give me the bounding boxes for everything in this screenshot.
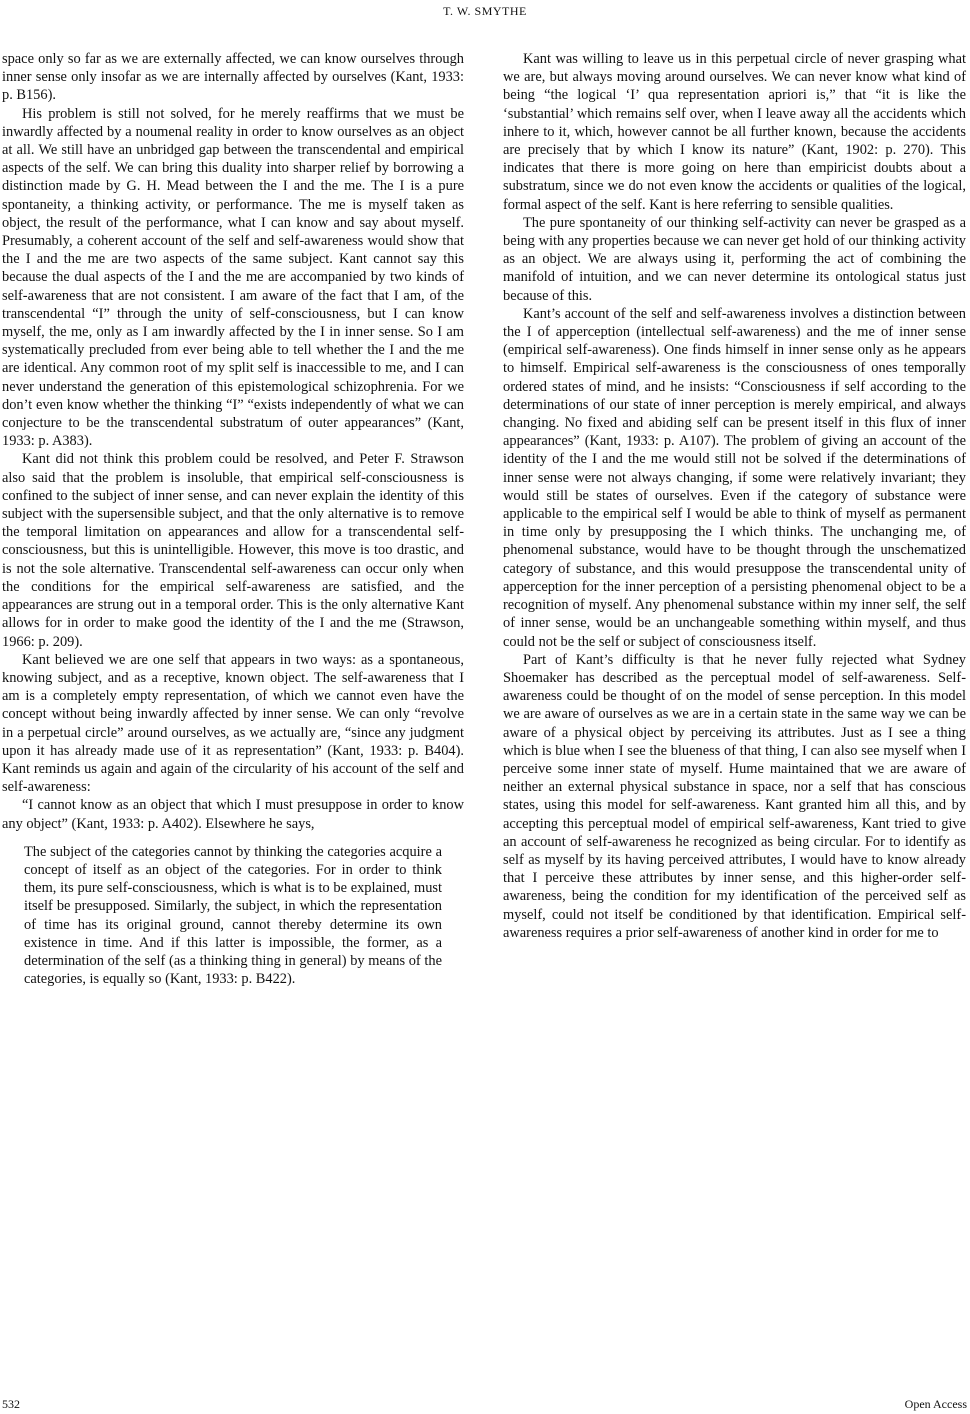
left-column [2,50,464,988]
block-quotation [24,843,442,989]
right-column [503,50,966,942]
paragraph: Kant did not think this problem could be resolved, and Peter F. Strawson also said that the problem is insoluble, that empirical self-consciousness is confined to the subject of inner sense, and can never explain the identity of this subject with the supersensible subject, and that the only alternative is to remove the temporal limitation on appearances and allow for a transcendental self-consciousness, but this is unintelligible. However, this move is too drastic, and is not the sole alternative. Transcendental self-awareness can occur only when the conditions for the empirical self-awareness are satisfied, and the appearances are strung out in a temporal order. This is the only alternative Kant allows for in order to make good the identity of the I and the me (Strawson, 1966: p. 209). [2,451,464,650]
page-number: 532 [2,1397,20,1411]
paragraph: “I cannot know as an object that which I must presuppose in order to know any object” (Kant, 1933: p. A402). Elsewhere he says, [2,797,464,832]
paragraph: The pure spontaneity of our thinking self-activity can never be grasped as a being with any properties because we can never get hold of our thinking activity as an object. We are always using it, performing the act of combining the manifold of intuition, and we can never determine its ontological status just because of this. [503,214,966,304]
running-header: T. W. SMYTHE [443,4,527,18]
paragraph: Kant’s account of the self and self-awareness involves a distinction between the I of apperception (intellectual self-awareness) and the me of inner sense (empirical self-awareness). One finds himself in inner sense only as he appears to himself. Empirical self-awareness is the consciousness of ones temporally ordered states of mind, and he insists: “Consciousness if self according to the determinations of our state of inner perception is merely empirical, and always changing. No fixed and abiding self can be present itself in this flux of inner appearances” (Kant, 1933: p. A107). The problem of giving an account of the identity of the I and the me would still not be solved if the determinations of inner sense were not always changing, if some were relatively invariant; they would still be states of ourselves. Even if the category of substance were applicable to the empirical self I would be able to think of myself as permanent in time only by presupposing the I which thinks. The unchanging me, of phenomenal substance, would have to be thought through the unschematized category of substance, and this would presuppose the transcendental unity of apperception for the inner perception of a persisting phenomenal object to be a recognition of myself. Any phenomenal substance within my inner self, the self of inner sense, would be an unchangeable something within myself, and thus could not be the self or subject of consciousness itself. [503,305,966,650]
paragraph: space only so far as we are externally affected, we can know ourselves through inner sense only insofar as we are internally affected by ourselves (Kant, 1933: p. B156). [2,51,464,104]
paragraph: Kant was willing to leave us in this perpetual circle of never grasping what we are, but always moving around ourselves. We can never know what kind of being “the logical ‘I’ qua representation apriori is,” that “it is like the ‘substantial’ which remains self over, when I leave away all the accidents which inhere to it, which, however cannot be all further known, because the accidents are precisely that by which I know its nature” (Kant, 1902: p. 270). This indicates that there is more going on here than empiricist doubts about a substratum, since we do not even know the accidents or qualities of the logical, formal aspect of the self. Kant is here referring to sensible qualities. [503,51,966,213]
quotation-text: The subject of the categories cannot by thinking the categories acquire a concept of itself as an object of the categories. For in order to think them, its pure self-consciousness, which is what is to be explained, must itself be presupposed. Similarly, the subject, in which the representation of time has its original ground, cannot thereby determine its own existence in time. And if this latter is impossible, the former, as a determination of the self (as a thinking thing in general) by means of the categories, is equally so (Kant, 1933: p. B422). [24,843,442,988]
paragraph: His problem is still not solved, for he merely reaffirms that we must be inwardly affected by a noumenal reality in order to know ourselves as an object at all. We still have an unbridged gap between the transcendental and empirical aspects of the self. We can bring this duality into sharper relief by borrowing a distinction made by G. H. Mead between the I and the me. The I is a pure spontaneity, a thinking activity, or performance. The me is myself taken as object, the result of the performance, what I can know and say about myself. Presumably, a coherent account of the self and self-awareness would show that the I and the me are two aspects of the same subject. Kant cannot say this because the dual aspects of the I and the me are accompanied by two kinds of self-awareness that are not consistent. I am aware of the fact that I am, of the transcendental “I” through the unity of self-consciousness, but I can know myself, the me, only as I am inwardly affected by the I in inner sense. So I am systematically precluded from ever being able to tell whether the I and the me are identical. Any common root of my split self is inaccessible to me, and I can never understand the generation of this epistemological schizophrenia. For we don’t even know whether the thinking “I” “exists independently of what we can conjecture to be the transcendental substratum of outer appearances” (Kant, 1933: p. A383). [2,105,464,450]
paragraph: Kant believed we are one self that appears in two ways: as a spontaneous, knowing subject, and as a receptive, known object. The self-awareness that I am is a completely empty representation, of which we cannot even have the concept without being inwardly affected by inner sense. We can only “revolve in a perpetual circle” around ourselves, as we actually are, “since any judgment upon it has already made use of it as representation” (Kant, 1933: p. B404). Kant reminds us again and again of the circularity of his account of the self and self-awareness: [2,651,464,796]
open-access-label: Open Access [904,1397,967,1411]
paragraph: Part of Kant’s difficulty is that he never fully rejected what Sydney Shoemaker has described as the perceptual model of self-awareness. Self-awareness could be thought of on the model of sense perception. In this model we are aware of ourselves as we are in a certain state in the same way we can be aware of a physical object by perceiving its attributes. Just as I see a thing which is blue when I see the blueness of that thing, I can also see myself when I perceive some inner state of myself. Hume maintained that we are aware of neither an external physical substance in space, nor a self that has conscious states, using this model for self-awareness. Kant granted him all this, and by accepting this perceptual model of empirical self-awareness, Kant tried to give an account of self-awareness he recognized as being circular. For to identify as self as myself by its having perceived attributes, I would have to know already that I perceive these attributes by inner sense, and this higher-order self-awareness, being the condition for my identification of the perceived self as myself, could not itself be conditioned by that identification. Empirical self-awareness requires a prior self-awareness of another kind in order for me to [503,651,966,941]
